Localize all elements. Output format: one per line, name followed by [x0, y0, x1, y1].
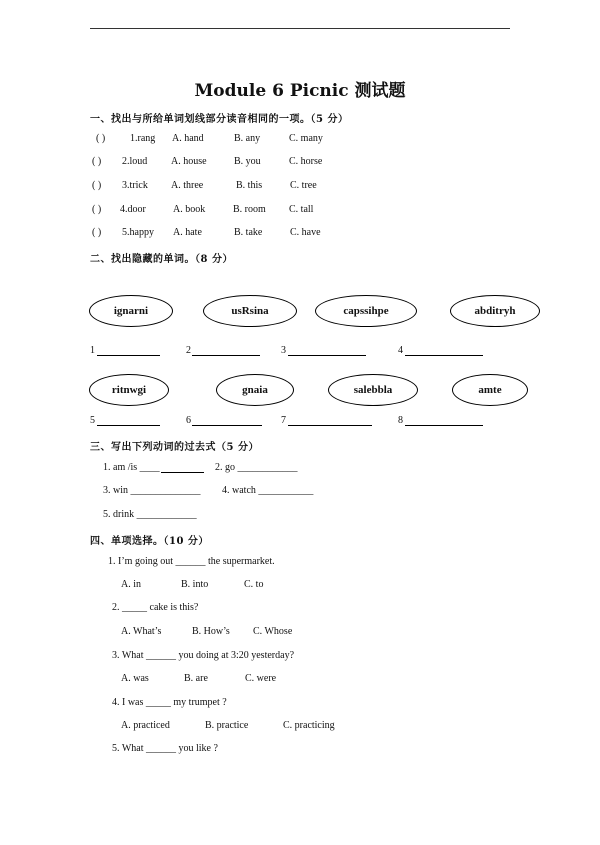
option-c[interactable]: C. to — [244, 579, 264, 590]
page-title: Module 6 Picnic 测试题 — [194, 81, 406, 101]
blank-number: 2 — [186, 345, 191, 356]
option-b[interactable]: B. any — [234, 133, 261, 144]
answer-line[interactable] — [192, 355, 260, 356]
blank-number: 4 — [398, 345, 403, 356]
option-c[interactable]: C. horse — [289, 156, 323, 167]
mc-question: 1. I’m going out ______ the supermarket. — [108, 556, 275, 567]
option-a[interactable]: A. in — [121, 579, 141, 590]
option-a[interactable]: A. hand — [172, 133, 204, 144]
answer-paren[interactable]: ( ) — [96, 133, 106, 144]
hidden-word-oval: ignarni — [89, 295, 173, 327]
option-a[interactable]: A. practiced — [121, 720, 170, 731]
blank-number: 1 — [90, 345, 95, 356]
past-tense-item: 4. watch ___________ — [222, 485, 314, 496]
blank-number: 7 — [281, 415, 286, 426]
answer-paren[interactable]: ( ) — [92, 227, 102, 238]
header-rule — [90, 28, 510, 29]
option-b[interactable]: B. into — [181, 579, 209, 590]
answer-line[interactable] — [97, 355, 160, 356]
option-a[interactable]: A. What’s — [121, 626, 162, 637]
answer-paren[interactable]: ( ) — [92, 156, 102, 167]
past-tense-item: 1. am /is ____ — [103, 462, 160, 473]
option-c[interactable]: C. practicing — [283, 720, 335, 731]
option-c[interactable]: C. tall — [289, 204, 314, 215]
option-c[interactable]: C. tree — [290, 180, 317, 191]
answer-line[interactable] — [97, 425, 160, 426]
option-a[interactable]: A. house — [171, 156, 207, 167]
hidden-word-oval: capssihpe — [315, 295, 417, 327]
question-word: 3.trick — [122, 180, 148, 191]
hidden-word-oval: usRsina — [203, 295, 297, 327]
answer-line[interactable] — [288, 355, 366, 356]
answer-paren[interactable]: ( ) — [92, 204, 102, 215]
option-a[interactable]: A. was — [121, 673, 149, 684]
option-a[interactable]: A. hate — [173, 227, 202, 238]
mc-question: 5. What ______ you like ? — [112, 743, 218, 754]
section-3-heading: 三、写出下列动词的过去式（5 分） — [90, 442, 259, 453]
section-4-heading: 四、单项选择。（10 分） — [90, 536, 209, 547]
answer-line[interactable] — [192, 425, 262, 426]
option-c[interactable]: C. many — [289, 133, 323, 144]
hidden-word-oval: gnaia — [216, 374, 294, 406]
section-1-heading: 一、找出与所给单词划线部分读音相同的一项。（5 分） — [90, 114, 349, 125]
question-word: 2.loud — [122, 156, 148, 167]
blank-number: 6 — [186, 415, 191, 426]
blank-number: 5 — [90, 415, 95, 426]
question-word: 4.door — [120, 204, 146, 215]
blank-number: 3 — [281, 345, 286, 356]
option-b[interactable]: B. practice — [205, 720, 249, 731]
answer-paren[interactable]: ( ) — [92, 180, 102, 191]
hidden-word-oval: amte — [452, 374, 528, 406]
option-a[interactable]: A. three — [171, 180, 204, 191]
option-a[interactable]: A. book — [173, 204, 206, 215]
option-b[interactable]: B. are — [184, 673, 208, 684]
answer-line[interactable] — [405, 425, 483, 426]
hidden-word-oval: ritnwgi — [89, 374, 169, 406]
answer-line[interactable] — [161, 472, 204, 473]
mc-question: 2. _____ cake is this? — [112, 602, 199, 613]
option-b[interactable]: B. take — [234, 227, 263, 238]
option-c[interactable]: C. were — [245, 673, 277, 684]
mc-question: 3. What ______ you doing at 3:20 yesterday? — [112, 650, 295, 661]
option-c[interactable]: C. Whose — [253, 626, 293, 637]
option-b[interactable]: B. room — [233, 204, 266, 215]
past-tense-item: 2. go ____________ — [215, 462, 298, 473]
option-c[interactable]: C. have — [290, 227, 321, 238]
hidden-word-oval: salebbla — [328, 374, 418, 406]
mc-question: 4. I was _____ my trumpet ? — [112, 697, 227, 708]
option-b[interactable]: B. you — [234, 156, 261, 167]
option-b[interactable]: B. How’s — [192, 626, 230, 637]
past-tense-item: 3. win ______________ — [103, 485, 201, 496]
blank-number: 8 — [398, 415, 403, 426]
section-2-heading: 二、找出隐藏的单词。（8 分） — [90, 254, 233, 265]
option-b[interactable]: B. this — [236, 180, 263, 191]
question-word: 5.happy — [122, 227, 154, 238]
hidden-word-oval: abditryh — [450, 295, 540, 327]
answer-line[interactable] — [288, 425, 372, 426]
answer-line[interactable] — [405, 355, 483, 356]
past-tense-item: 5. drink ____________ — [103, 509, 197, 520]
question-word: 1.rang — [130, 133, 156, 144]
